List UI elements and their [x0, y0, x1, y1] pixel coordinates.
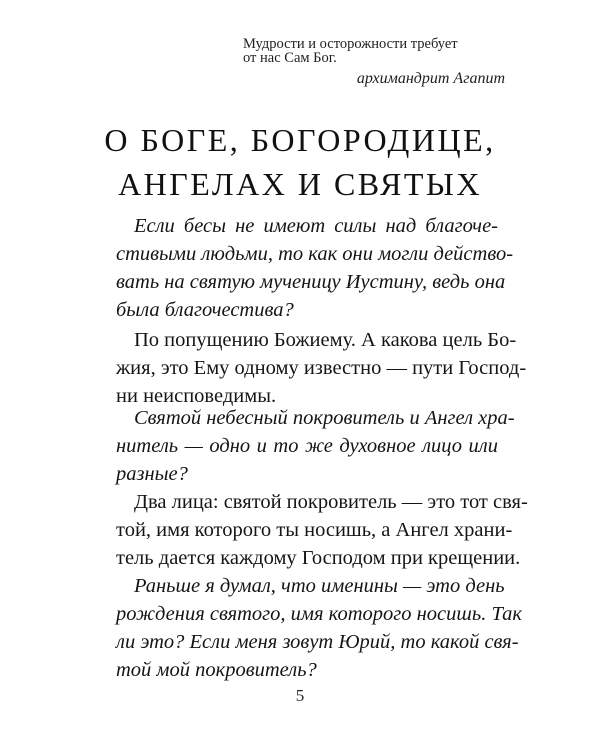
page-number: 5 [295, 686, 305, 705]
question-line: вать на святую мученицу Иустину, ведь она [116, 271, 506, 293]
question-line: Если бесы не имеют силы над благоче- [134, 215, 498, 237]
chapter-title-line: АНГЕЛАХ И СВЯТЫХ [118, 166, 482, 202]
answer-line: той, имя которого ты носишь, а Ангел храни- [116, 519, 513, 541]
epigraph-author: архимандрит Агапит [356, 70, 505, 87]
epigraph [0, 34, 600, 98]
answer-line: По попущению Божиему. А какова цель Бо- [134, 329, 517, 351]
answer-line: тель дается каждому Господом при крещении. [116, 547, 521, 569]
answer-line: ни неисповедимы. [116, 385, 277, 407]
question-line: ли это? Если меня зовут Юрий, то какой свя- [116, 631, 519, 653]
question-2 [116, 404, 515, 488]
answer-line: жия, это Ему одному известно — пути Господ- [116, 357, 527, 379]
question-line: стивыми людьми, то как они могли действо- [116, 243, 514, 265]
question-1 [116, 212, 514, 324]
question-line: рождения святого, имя которого носишь. Так [116, 603, 522, 625]
epigraph-line: Мудрости и осторожности требует [243, 36, 458, 52]
chapter-title-line: О БОГЕ, БОГОРОДИЦЕ, [104, 122, 496, 158]
chapter-title [0, 118, 600, 206]
answer-2 [116, 488, 528, 572]
question-line: была благочестива? [116, 299, 294, 321]
question-line: Святой небесный покровитель и Ангел хра- [134, 407, 515, 429]
answer-1 [116, 326, 527, 410]
question-line: разные? [116, 463, 188, 485]
epigraph-line: от нас Сам Бог. [243, 50, 337, 66]
question-line: Раньше я думал, что именины — это день [134, 575, 505, 597]
question-3 [116, 572, 522, 684]
answer-line: Два лица: святой покровитель — это тот свя- [134, 491, 528, 513]
question-line: той мой покровитель? [116, 659, 317, 681]
question-line: нитель — одно и то же духовное лицо или [116, 435, 498, 457]
